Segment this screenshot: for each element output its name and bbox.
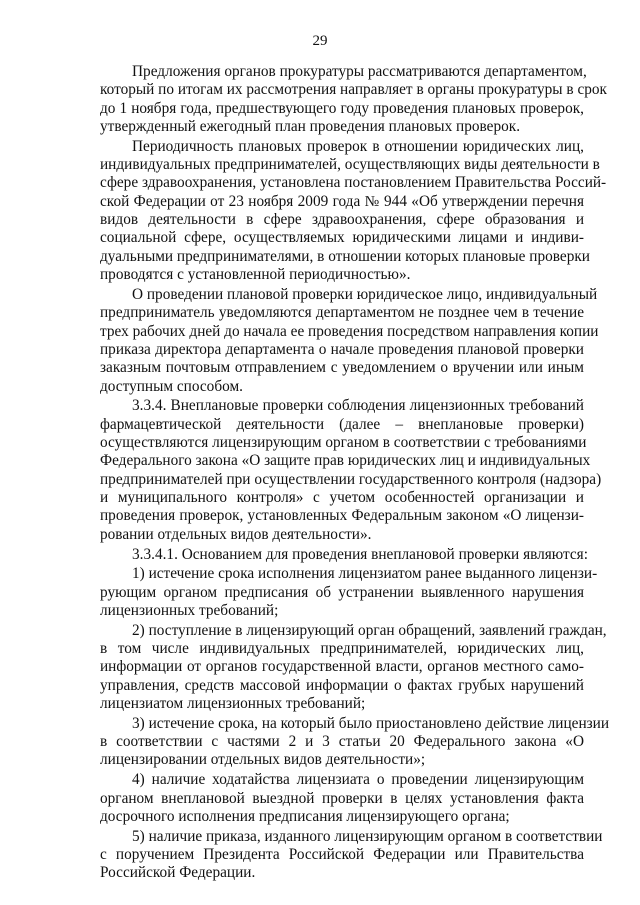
text-line: проведения проверок, установленных Федеральным законом «О лицензи- [100, 507, 584, 525]
text-line: 4) наличие ходатайства лицензиата о проведении лицензирующим [132, 771, 584, 789]
text-line: осуществляются лицензирующим органом в соответствии с требованиями [100, 434, 587, 452]
text-line: управления, средств массовой информации о фактах грубых нарушений [100, 676, 584, 694]
text-line: сфере здравоохранения, установлена постановлением Правительства Россий- [100, 174, 607, 192]
text-line: лицензиатом лицензионных требований; [100, 695, 366, 713]
text-line: который по итогам их рассмотрения направляет в органы прокуратуры в срок [100, 81, 607, 99]
text-line: 1) истечение срока исполнения лицензиатом ранее выданного лицензи- [132, 565, 598, 583]
text-line: дуальными предпринимателями, в отношении которых плановые проверки [100, 247, 590, 265]
paragraph [100, 771, 584, 826]
text-line: доступным способом. [100, 377, 243, 395]
text-line: фармацевтической деятельности (далее – внеплановые проверки) [100, 415, 584, 433]
document-body [100, 63, 610, 884]
text-line: видов деятельности в сфере здравоохранения, сфере образования и [100, 211, 584, 229]
text-line: заказным почтовым отправлением с уведомлением о вручении или иным [100, 359, 584, 377]
text-line: предпринимателей при осуществлении государственного контроля (надзора) [100, 470, 602, 488]
text-line: социальной сфере, осуществляемых юридическими лицами и индиви- [100, 229, 584, 247]
paragraph [100, 565, 598, 620]
text-line: проводятся с установленной периодичностью». [100, 266, 411, 284]
text-line: органом внеплановой выездной проверки в целях установления факта [100, 789, 584, 807]
text-line: ской Федерации от 23 ноября 2009 года № 944 «Об утверждении перечня [100, 192, 584, 210]
paragraph [100, 285, 599, 396]
text-line: утвержденный ежегодный план проведения плановых проверок. [100, 118, 521, 136]
text-line: и муниципального контроля» с учетом особенностей организации и [100, 489, 584, 507]
page-number: 29 [312, 33, 328, 49]
text-line: 3.3.4. Внеплановые проверки соблюдения лицензионных требований [132, 397, 584, 415]
text-line: 3) истечение срока, на который было приостановлено действие лицензии [132, 714, 610, 732]
text-line: индивидуальных предпринимателей, осуществляющих виды деятельности в [100, 156, 600, 174]
text-line: в соответствии с частями 2 и 3 статьи 20 Федерального закона «О [100, 733, 584, 751]
text-line: информации от органов государственной власти, органов местного само- [100, 658, 584, 676]
paragraph [100, 137, 607, 285]
text-line: в том числе индивидуальных предпринимателей, юридических лиц, [100, 640, 584, 657]
paragraph [100, 63, 607, 136]
text-line: рующим органом предписания об устранении выявленного нарушения [100, 583, 584, 601]
text-line: 2) поступление в лицензирующий орган обращений, заявлений граждан, [132, 621, 607, 639]
text-line: Федерального закона «О защите прав юридических лиц и индивидуальных [100, 452, 591, 470]
text-line: досрочного исполнения предписания лицензирующего органа; [100, 807, 510, 825]
text-line: до 1 ноября года, предшествующего году проведения плановых проверок, [100, 99, 584, 117]
text-line: приказа директора департамента о начале проведения плановой проверки [100, 340, 584, 358]
paragraph [100, 621, 607, 714]
paragraph [100, 827, 603, 883]
text-line: Российской Федерации. [100, 864, 256, 882]
paragraph [100, 397, 602, 544]
text-line: предприниматель уведомляются департаментом не позднее чем в течение [100, 304, 584, 322]
text-line: Периодичность плановых проверок в отношении юридических лиц, [132, 137, 584, 155]
text-line: лицензионных требований; [100, 601, 279, 619]
text-line: ровании отдельных видов деятельности». [100, 525, 372, 543]
text-line: О проведении плановой проверки юридическое лицо, индивидуальный [132, 285, 598, 303]
text-line: лицензировании отдельных видов деятельности»; [100, 751, 426, 769]
text-line: трех рабочих дней до начала ее проведения посредством направления копии [100, 322, 599, 340]
paragraph [100, 545, 588, 564]
text-line: 3.3.4.1. Основанием для проведения внеплановой проверки являются: [132, 545, 588, 563]
text-line: 5) наличие приказа, изданного лицензирующим органом в соответствии [132, 827, 603, 845]
text-line: с поручением Президента Российской Федерации или Правительства [100, 845, 584, 863]
paragraph [100, 714, 610, 770]
text-line: Предложения органов прокуратуры рассматриваются департаментом, [132, 63, 587, 80]
